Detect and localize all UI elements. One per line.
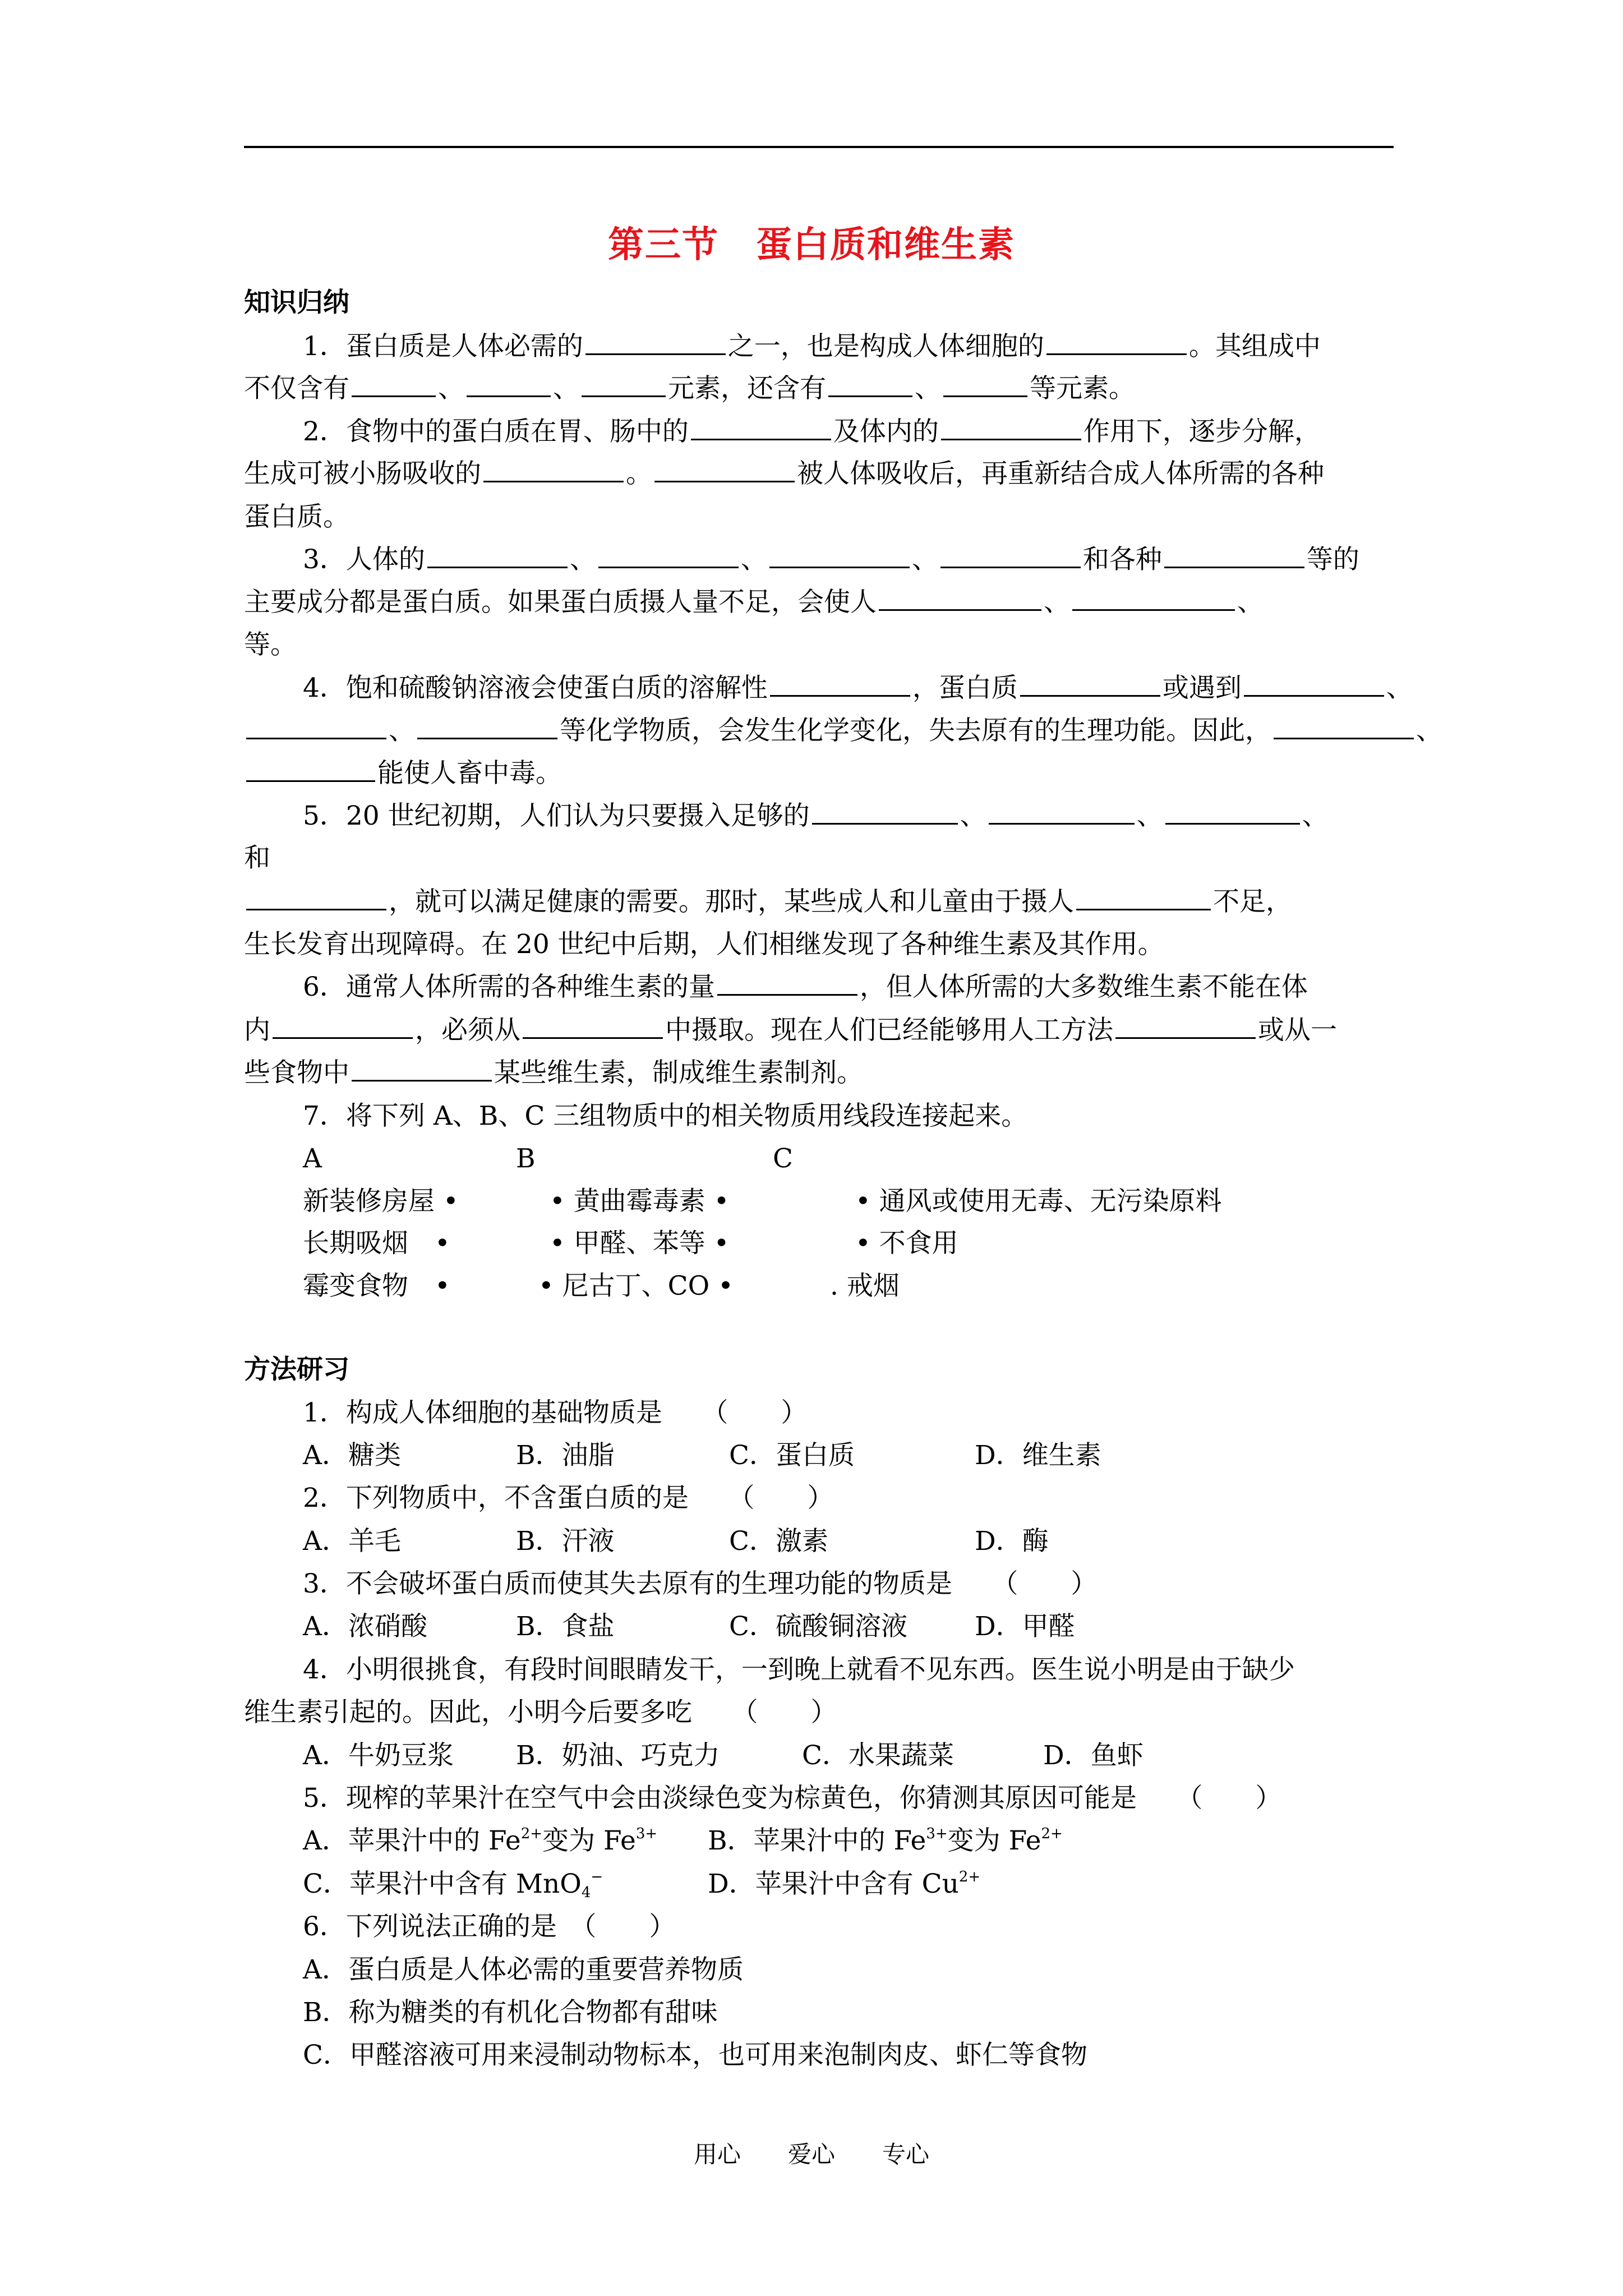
question-k6-line2: 内 ，必须从 中摄取。现在人们已经能够用人工方法 或从一 xyxy=(244,1015,1337,1046)
question-k5-line1: 5．20 世纪初期，人们认为只要摄入足够的 、 、 、 xyxy=(303,800,1329,831)
answer-blank[interactable] xyxy=(246,780,375,782)
answer-blank[interactable] xyxy=(828,395,912,397)
question-m4-stem: 4．小明很挑食，有段时间眼睛发干，一到晚上就看不见东西。医生说小明是由于缺少 xyxy=(303,1654,1295,1685)
m2-option-d[interactable]: D．酶 xyxy=(975,1526,1049,1557)
question-k7-stem: 7．将下列 A、B、C 三组物质中的相关物质用线段连接起来。 xyxy=(303,1101,1028,1131)
m5-option-d[interactable]: D．苹果汁中含有 $Cu^{2+}$ xyxy=(708,1869,981,1899)
question-k2-line3: 蛋白质。 xyxy=(244,501,349,532)
answer-blank[interactable] xyxy=(1076,908,1211,910)
question-m2-stem: 2．下列物质中，不含蛋白质的是 （ ） xyxy=(303,1483,834,1513)
question-k4-line1: 4．饱和硫酸钠溶液会使蛋白质的溶解性 ，蛋白质 或遇到 、 xyxy=(303,673,1413,703)
answer-blank[interactable] xyxy=(654,480,795,482)
answer-blank[interactable] xyxy=(943,395,1027,397)
question-k1-line2: 不仅含有 、 、 元素，还含有 、 等元素。 xyxy=(244,373,1135,404)
answer-blank[interactable] xyxy=(1165,822,1300,825)
question-k5-line3: ，就可以满足健康的需要。那时，某些成人和儿童由于摄人 不足， xyxy=(244,885,1292,919)
answer-blank[interactable] xyxy=(582,395,666,397)
answer-blank[interactable] xyxy=(1020,694,1160,697)
question-k1-line1: 1．蛋白质是人体必需的 之一，也是构成人体细胞的 。其组成中 xyxy=(303,331,1321,362)
answer-blank[interactable] xyxy=(246,908,386,910)
answer-blank[interactable] xyxy=(879,609,1041,611)
question-k5-line4: 生长发育出现障碍。在 20 世纪中后期，人们相继发现了各种维生素及其作用。 xyxy=(244,929,1164,960)
k7-row-b[interactable]: • 甲醛、苯等 • xyxy=(550,1228,730,1259)
m6-option-c[interactable]: C．甲醛溶液可用来浸制动物标本，也可用来泡制肉皮、虾仁等食物 xyxy=(303,2040,1087,2070)
answer-blank[interactable] xyxy=(941,438,1081,440)
k7-row-c[interactable]: . 戒烟 xyxy=(830,1271,900,1301)
k7-row-b[interactable]: • 尼古丁、CO • xyxy=(538,1271,734,1301)
k7-row-b[interactable]: • 黄曲霉毒素 • xyxy=(550,1186,730,1217)
answer-blank[interactable] xyxy=(1164,566,1304,568)
question-m1-stem: 1．构成人体细胞的基础物质是 （ ） xyxy=(303,1397,808,1428)
question-k4-line3: 能使人畜中毒。 xyxy=(244,757,562,790)
m3-option-a[interactable]: A．浓硝酸 xyxy=(303,1611,427,1642)
page-title: 第三节 蛋白质和维生素 xyxy=(608,224,1015,266)
answer-blank[interactable] xyxy=(427,566,568,568)
question-k4-line2: 、 等化学物质，会发生化学变化，失去原有的生理功能。因此， 、 xyxy=(244,714,1442,748)
answer-blank[interactable] xyxy=(1274,737,1414,739)
answer-blank[interactable] xyxy=(812,822,958,825)
m2-option-c[interactable]: C．激素 xyxy=(729,1526,828,1557)
question-m5-stem: 5．现榨的苹果汁在空气中会由淡绿色变为棕黄色，你猜测其原因可能是 （ ） xyxy=(303,1783,1282,1814)
answer-blank[interactable] xyxy=(417,737,557,739)
question-m6-stem: 6．下列说法正确的是 （ ） xyxy=(303,1911,676,1942)
m1-option-c[interactable]: C．蛋白质 xyxy=(729,1440,855,1471)
answer-blank[interactable] xyxy=(352,1079,492,1082)
question-k3-line1: 3．人体的 、 、 、 和各种 等的 xyxy=(303,544,1359,575)
question-k5-line2: 和 xyxy=(244,843,270,873)
m5-option-c[interactable]: C．苹果汁中含有 MnO$_4$− xyxy=(303,1869,603,1901)
m4-option-a[interactable]: A．牛奶豆浆 xyxy=(303,1740,454,1771)
m4-option-b[interactable]: B．奶油、巧克力 xyxy=(516,1740,720,1771)
section-heading-knowledge: 知识归纳 xyxy=(244,287,349,318)
answer-blank[interactable] xyxy=(523,1037,663,1039)
question-k2-line2: 生成可被小肠吸收的 。 被人体吸收后，再重新结合成人体所需的各种 xyxy=(244,458,1324,489)
k7-row-a[interactable]: 霉变食物 • xyxy=(303,1271,450,1301)
question-k2-line1: 2．食物中的蛋白质在胃、肠中的 及体内的 作用下，逐步分解， xyxy=(303,416,1321,447)
question-m3-stem: 3．不会破坏蛋白质而使其失去原有的生理功能的物质是 （ ） xyxy=(303,1568,1098,1599)
answer-blank[interactable] xyxy=(1046,353,1187,355)
answer-blank[interactable] xyxy=(770,694,910,697)
question-k3-line2: 主要成分都是蛋白质。如果蛋白质摄人量不足，会使人 、 、 xyxy=(244,587,1264,618)
answer-blank[interactable] xyxy=(1244,694,1384,697)
k7-row-a[interactable]: 长期吸烟 • xyxy=(303,1228,450,1259)
answer-blank[interactable] xyxy=(352,395,436,397)
k7-row-c[interactable]: • 通风或使用无毒、无污染原料 xyxy=(855,1186,1222,1217)
m3-option-c[interactable]: C．硫酸铜溶液 xyxy=(729,1611,907,1642)
answer-blank[interactable] xyxy=(717,993,857,996)
m4-option-c[interactable]: C．水果蔬菜 xyxy=(802,1740,954,1771)
answer-blank[interactable] xyxy=(691,438,831,440)
m1-option-b[interactable]: B．油脂 xyxy=(516,1440,615,1471)
m2-option-b[interactable]: B．汗液 xyxy=(516,1526,615,1557)
k7-row-c[interactable]: • 不食用 xyxy=(855,1228,958,1259)
m5-option-b[interactable]: B．苹果汁中的 $Fe^{3+}$变为 $Fe^{2+}$ xyxy=(708,1825,1063,1856)
k7-column-a-header: A xyxy=(303,1143,322,1174)
header-rule xyxy=(244,146,1394,148)
answer-blank[interactable] xyxy=(769,566,910,568)
answer-blank[interactable] xyxy=(598,566,739,568)
m1-option-d[interactable]: D．维生素 xyxy=(975,1440,1101,1471)
m1-option-a[interactable]: A．糖类 xyxy=(303,1440,401,1471)
question-k6-line1: 6．通常人体所需的各种维生素的量 ，但人体所需的大多数维生素不能在体 xyxy=(303,972,1308,1002)
m5-option-a[interactable]: A．苹果汁中的 $Fe^{2+}$变为 $Fe^{3+}$ xyxy=(303,1825,658,1856)
question-m4-stem-cont: 维生素引起的。因此，小明今后要多吃 （ ） xyxy=(244,1697,837,1728)
answer-blank[interactable] xyxy=(940,566,1081,568)
answer-blank[interactable] xyxy=(989,822,1135,825)
question-k3-line3: 等。 xyxy=(244,629,297,660)
m3-option-b[interactable]: B．食盐 xyxy=(516,1611,615,1642)
answer-blank[interactable] xyxy=(1072,609,1235,611)
answer-blank[interactable] xyxy=(1115,1037,1256,1039)
m2-option-a[interactable]: A．羊毛 xyxy=(303,1526,401,1557)
question-k6-line3: 些食物中 某些维生素，制成维生素制剂。 xyxy=(244,1057,863,1088)
k7-column-c-header: C xyxy=(773,1143,793,1174)
k7-row-a[interactable]: 新装修房屋 • xyxy=(303,1186,459,1217)
k7-column-b-header: B xyxy=(516,1143,536,1174)
m4-option-d[interactable]: D．鱼虾 xyxy=(1043,1740,1144,1771)
answer-blank[interactable] xyxy=(246,737,386,739)
m6-option-a[interactable]: A．蛋白质是人体必需的重要营养物质 xyxy=(303,1954,744,1985)
page-footer: 用心 爱心 专心 xyxy=(693,2141,929,2168)
m3-option-d[interactable]: D．甲醛 xyxy=(975,1611,1075,1642)
m6-option-b[interactable]: B．称为糖类的有机化合物都有甜味 xyxy=(303,1997,718,2028)
answer-blank[interactable] xyxy=(273,1037,413,1039)
section-heading-method: 方法研习 xyxy=(244,1354,349,1385)
answer-blank[interactable] xyxy=(483,480,624,482)
answer-blank[interactable] xyxy=(467,395,551,397)
answer-blank[interactable] xyxy=(585,353,726,355)
